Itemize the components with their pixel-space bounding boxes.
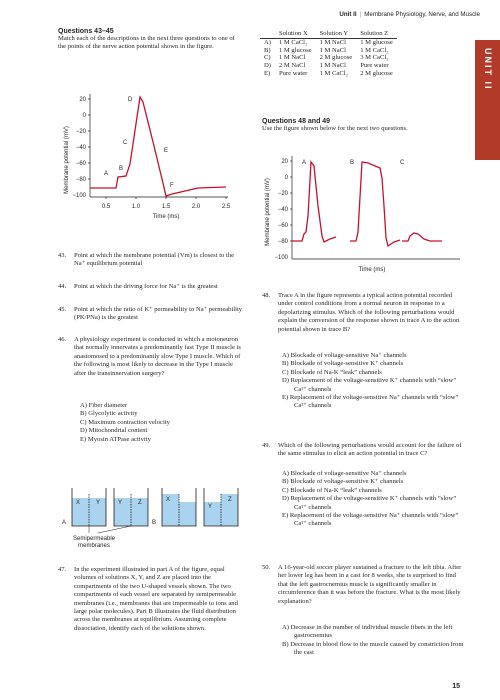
solution-label: X [166, 497, 171, 503]
vessel-a1 [72, 488, 106, 526]
question-text: Point at which the ratio of K⁺ permeability to Na⁺ permeability (PK/PNa) is the greatest [74, 306, 243, 322]
vessel-a2 [114, 488, 148, 526]
table-cell: 1 M NaCl [278, 54, 306, 62]
point-label: D [128, 97, 133, 103]
question-50 [262, 564, 464, 606]
q43-45-intro: Match each of the descriptions in the next three questions to one of the points of the nerve action potential shown in the figure. [58, 35, 235, 51]
table-row [260, 69, 397, 77]
table-row [260, 39, 397, 47]
table-cell: 2 M glucose [319, 54, 353, 62]
question-46 [58, 336, 246, 378]
trace-figure [262, 146, 462, 276]
question-44 [58, 283, 246, 291]
option: A) Fiber diameter [80, 402, 128, 409]
part-label: B [152, 520, 157, 526]
question-number: 49. [262, 442, 271, 449]
table-header: Solution X [275, 30, 316, 39]
table-cell: 1 M glucose [278, 46, 312, 54]
question-48 [262, 292, 464, 334]
option: A) Blockade of voltage-sensitive Na⁺ channels [282, 470, 407, 477]
trace-a [292, 162, 336, 242]
xtick: 1.0 [131, 204, 141, 210]
table-row [260, 47, 397, 55]
q48-options [282, 352, 464, 411]
trace-c [402, 233, 442, 241]
ytick: −80 [277, 239, 288, 245]
point-label: E [164, 148, 169, 154]
question-text: Point at which the driving force for Na⁺ is the greatest [74, 283, 218, 290]
trace-label: B [350, 160, 355, 166]
question-number: 47. [58, 566, 67, 573]
q46-options [80, 402, 246, 444]
table-row [260, 62, 397, 70]
trace-label: A [302, 160, 307, 166]
solution-label: X [76, 500, 81, 506]
solution-label: Z [228, 497, 232, 503]
q43-45-heading: Questions 43–45 [58, 28, 114, 35]
membrane-caption: membranes [78, 543, 110, 549]
ytick: 0 [284, 175, 288, 181]
u-tube-figure [58, 484, 248, 556]
ylabel: Membrane potential (mV) [64, 126, 70, 194]
action-potential-trace [90, 97, 226, 196]
table-cell: D) [264, 62, 271, 70]
question-number: 50. [262, 564, 271, 571]
solution-label: Y [118, 500, 123, 506]
section-title: Membrane Physiology, Nerve, and Muscle [364, 11, 480, 18]
option: B) Blockade of voltage-sensitive K⁺ channels [282, 478, 404, 486]
ytick: 20 [281, 159, 288, 165]
option: B) Blockade of voltage-sensitive K⁺ channels [282, 360, 404, 368]
question-text: Which of the following perturbations would account for the failure of the same stimulus to elicit an action potential in trace C? [278, 442, 462, 458]
running-header: Unit II | Membrane Physiology, Nerve, and Muscle [339, 11, 480, 18]
point-label: F [170, 183, 174, 189]
solution-label: Y [208, 504, 213, 510]
table-cell: 2 M glucose [360, 69, 393, 77]
option: C) Blockade of Na-K “leak” channels [282, 368, 382, 376]
page-number: 15 [452, 683, 460, 690]
table-row [260, 54, 397, 62]
table-header: Solution Y [316, 30, 357, 39]
option: E) Myosin ATPase activity [80, 435, 151, 443]
q50-options [282, 624, 464, 658]
table-cell: 2 M NaCl [278, 62, 306, 70]
table-cell: E) [264, 69, 271, 77]
unit-side-tab [475, 40, 500, 160]
question-number: 48. [262, 292, 271, 299]
table-cell: C) [264, 54, 271, 62]
question-text: A physiology experiment is conducted in which a motoneuron that normally innervates a predominantly fast Type II muscle is anastomosed to a predominantly slow Type I muscle. Which of the following is most likely to decrease in the Type I muscle after the transinnervation surgery? [74, 336, 241, 377]
table-cell: 1 M CaCl₂ [278, 39, 308, 47]
option: D) Replacement of the voltage-sensitive K⁺ channels with “slow” Ca²⁺ channels [282, 495, 457, 511]
q48-49-intro: Use the figure shown below for the next two questions. [262, 125, 408, 132]
question-43 [58, 252, 246, 269]
ylabel: Membrane potential (mV) [265, 178, 271, 246]
option: D) Replacement of the voltage-sensitive K⁺ channels with “slow” Ca²⁺ channels [282, 377, 457, 393]
table-cell: Pure water [360, 62, 389, 70]
q48-49-block [262, 118, 462, 133]
part-label: A [62, 520, 67, 526]
solution-table [260, 30, 397, 77]
table-cell: Pure water [278, 69, 308, 77]
table-cell: 1 M CaCl₂ [319, 69, 348, 77]
xlabel: Time (ms) [152, 214, 180, 220]
table-cell: 1 M NaCl [319, 62, 346, 70]
question-text: In the experiment illustrated in part A of the figure, equal volumes of solutions X, Y, and Z are placed into the compartments of the two U-shaped vessels shown. The two compartments of each vessel are separated by semipermeable membranes (i.e., membranes that are impermeable to ions and large polar molecules). Part B illustrates the fluid distribution across the membranes at equilibrium. Assuming complete dissociation, identify each of the solutions shown. [74, 566, 238, 632]
question-47 [58, 566, 246, 633]
option: D) Mitochondrial content [80, 427, 148, 435]
question-number: 46. [58, 336, 67, 343]
table-cell: 1 M CaCl₂ [360, 46, 389, 54]
ytick: −20 [277, 191, 288, 197]
xlabel: Time (ms) [358, 267, 386, 273]
ytick: −40 [277, 207, 288, 213]
xtick: 2.0 [191, 204, 201, 210]
option: E) Replacement of the voltage-sensitive Na⁺ channels with “slow” Ca²⁺ channels [282, 512, 459, 528]
ytick: 0 [82, 113, 86, 119]
ytick: −40 [75, 145, 86, 151]
ytick: −60 [75, 161, 86, 167]
option: A) Blockade of voltage-sensitive Na⁺ channels [282, 352, 407, 359]
question-number: 44. [58, 283, 67, 290]
option: C) Blockade of Na-K “leak” channels [282, 486, 382, 494]
ytick: −20 [75, 129, 86, 135]
table-header [260, 30, 275, 39]
option: C) Maximum contraction velocity [80, 418, 170, 426]
point-label: C [123, 140, 128, 146]
xtick: 2.5 [221, 204, 231, 210]
point-label: A [104, 171, 109, 177]
xtick: 0.5 [101, 204, 111, 210]
table-cell: A) [264, 39, 271, 47]
table-cell: 3 M CaCl₂ [360, 54, 389, 62]
question-text: A 16-year-old soccer player sustained a fracture to the left tibia. After her lower leg has been in a cast for 8 weeks, she is surprised to find that the left gastrocnemius muscle is significantly smaller in circumference than it was before the fracture. What is the most likely explanation? [278, 564, 462, 605]
solution-label: Y [96, 500, 101, 506]
question-number: 45. [58, 306, 67, 313]
unit-side-tab-label: UNIT II [483, 48, 493, 91]
point-label: B [119, 166, 124, 172]
membrane-caption: Semipermeable [72, 536, 116, 542]
solution-label: Z [138, 500, 142, 506]
ytick: −100 [72, 193, 86, 199]
option: A) Decrease in the number of individual muscle fibers in the left gastrocnemius [282, 624, 453, 640]
q48-49-heading: Questions 48 and 49 [262, 118, 331, 125]
question-number: 43. [58, 252, 67, 259]
trace-label: C [400, 160, 405, 166]
question-text: Trace A in the figure represents a typical action potential recorded under control conditions from a normal neuron in response to a depolarizing stimulus. Which of the following perturbations would explain the conversion of the response shown in trace A to the action potential shown in trace B? [278, 292, 460, 333]
option: B) Glycolytic activity [80, 410, 138, 418]
question-45 [58, 306, 246, 323]
ytick: −80 [75, 177, 86, 183]
xtick: 1.5 [161, 204, 171, 210]
question-49 [262, 442, 464, 459]
table-cell: 1 M glucose [360, 39, 393, 47]
table-header: Solution Z [356, 30, 397, 39]
table-cell: 1 M NaCl [319, 39, 346, 47]
vessel-b1 [162, 488, 196, 526]
action-potential-figure [58, 84, 243, 224]
q49-options [282, 470, 464, 529]
option: B) Decrease in blood flow to the muscle caused by constriction from the cast [282, 640, 464, 657]
question-text: Point at which the membrane potential (Vm) is closest to the Na⁺ equilibrium potential [74, 252, 235, 268]
option: E) Replacement of the voltage-sensitive Na⁺ channels with “slow” Ca²⁺ channels [282, 394, 459, 410]
ytick: −60 [277, 223, 288, 229]
trace-b [350, 162, 400, 246]
ytick: 20 [79, 97, 86, 103]
table-cell: 1 M NaCl [319, 46, 346, 54]
ytick: −100 [274, 255, 288, 261]
unit-label: Unit II [339, 11, 357, 18]
table-cell: B) [264, 46, 271, 54]
q43-45-block [58, 28, 243, 52]
